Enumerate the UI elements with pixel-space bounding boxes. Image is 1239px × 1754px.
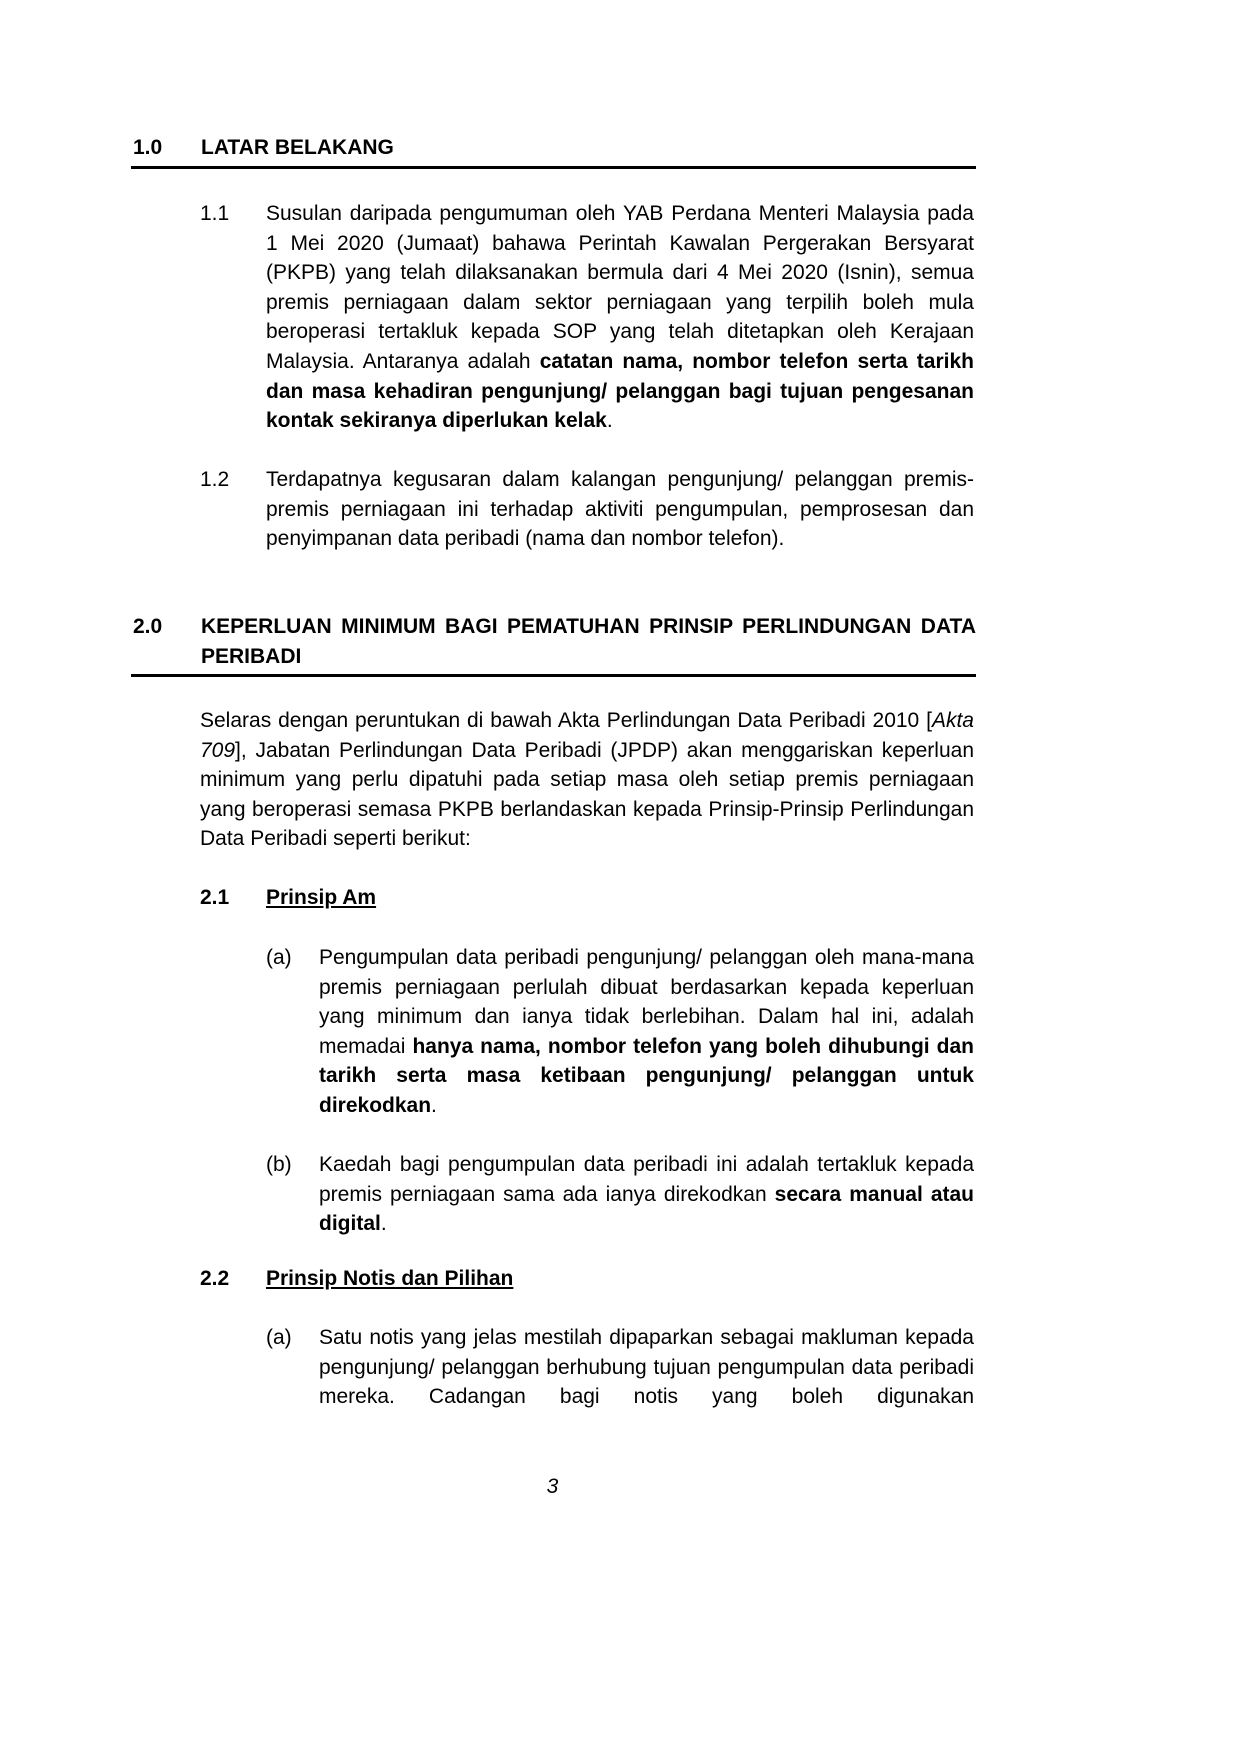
paragraph-number: 1.1 <box>200 202 230 225</box>
section-rule <box>131 166 976 169</box>
paragraph-number: 1.2 <box>200 468 230 491</box>
subsection-title: Prinsip Am <box>266 886 377 909</box>
paragraph-1-2: Terdapatnya kegusaran dalam kalangan pengunjung/ pelanggan premis-premis perniagaan ini terhadap aktiviti pengumpulan, pemprosesan dan penyimpanan data peribadi (nama dan nombor telefon). <box>266 468 974 551</box>
emphasis-text: secara manual atau digital <box>319 1182 974 1236</box>
paragraph-1-1: Susulan daripada pengumuman oleh YAB Perdana Menteri Malaysia pada 1 Mei 2020 (Jumaat) bahawa Perintah Kawalan Pergerakan Bersyarat (PKPB) yang telah dilaksanakan bermula dari 4 Mei 2020 (Isnin), semua premis perniagaan dalam sektor perniagaan yang terpilih boleh mula beroperasi tertakluk kepada SOP yang telah ditetapkan oleh Kerajaan Malaysia. Antaranya adalah catatan nama, nombor telefon serta tarikh dan masa kehadiran pengunjung/ pelanggan bagi tujuan pengesanan kontak sekiranya diperlukan kelak. <box>266 202 974 433</box>
section-number: 1.0 <box>133 136 163 159</box>
emphasis-text: hanya nama, nombor telefon yang boleh dihubungi dan tarikh serta masa ketibaan pengunjung/ pelanggan untuk direkodkan <box>319 1034 975 1117</box>
item-label: (a) <box>266 946 292 969</box>
section-heading-1 <box>133 133 976 163</box>
emphasis-text: catatan nama, nombor telefon serta tarikh dan masa kehadiran pengunjung/ pelanggan bagi tujuan pengesanan kontak sekiranya diperlukan kelak <box>266 349 974 433</box>
section-title: KEPERLUAN MINIMUM BAGI PEMATUHAN PRINSIP PERLINDUNGAN DATA PERIBADI <box>201 615 976 668</box>
item-label: (a) <box>266 1326 292 1349</box>
item-2-1-b: Kaedah bagi pengumpulan data peribadi ini adalah tertakluk kepada premis perniagaan sama ada ianya direkodkan secara manual atau digital. <box>319 1153 974 1236</box>
act-reference: Akta 709 <box>200 709 974 762</box>
section-2-intro: Selaras dengan peruntukan di bawah Akta Perlindungan Data Peribadi 2010 [Akta 709], Jabatan Perlindungan Data Peribadi (JPDP) akan menggariskan keperluan minimum yang perlu dipatuhi pada setiap masa oleh setiap premis perniagaan yang beroperasi semasa PKPB berlandaskan kepada Prinsip-Prinsip Perlindungan Data Peribadi seperti berikut: <box>200 709 974 851</box>
section-rule <box>131 674 976 677</box>
subsection-number: 2.1 <box>200 886 230 909</box>
section-title: LATAR BELAKANG <box>201 136 394 159</box>
section-heading-2 <box>133 612 976 672</box>
item-2-2-a: Satu notis yang jelas mestilah dipaparkan sebagai makluman kepada pengunjung/ pelanggan berhubung tujuan pengumpulan data peribadi mereka. Cadangan bagi notis yang boleh digunakan <box>319 1326 974 1409</box>
page-number: 3 <box>546 1475 559 1498</box>
item-2-1-a: Pengumpulan data peribadi pengunjung/ pelanggan oleh mana-mana premis perniagaan perlulah dibuat berdasarkan kepada keperluan yang minimum dan ianya tidak berlebihan. Dalam hal ini, adalah memadai hanya nama, nombor telefon yang boleh dihubungi dan tarikh serta masa ketibaan pengunjung/ pelanggan untuk direkodkan. <box>319 946 975 1117</box>
subsection-title: Prinsip Notis dan Pilihan <box>266 1267 514 1290</box>
subsection-number: 2.2 <box>200 1267 230 1290</box>
item-label: (b) <box>266 1153 292 1176</box>
section-number: 2.0 <box>133 615 163 638</box>
